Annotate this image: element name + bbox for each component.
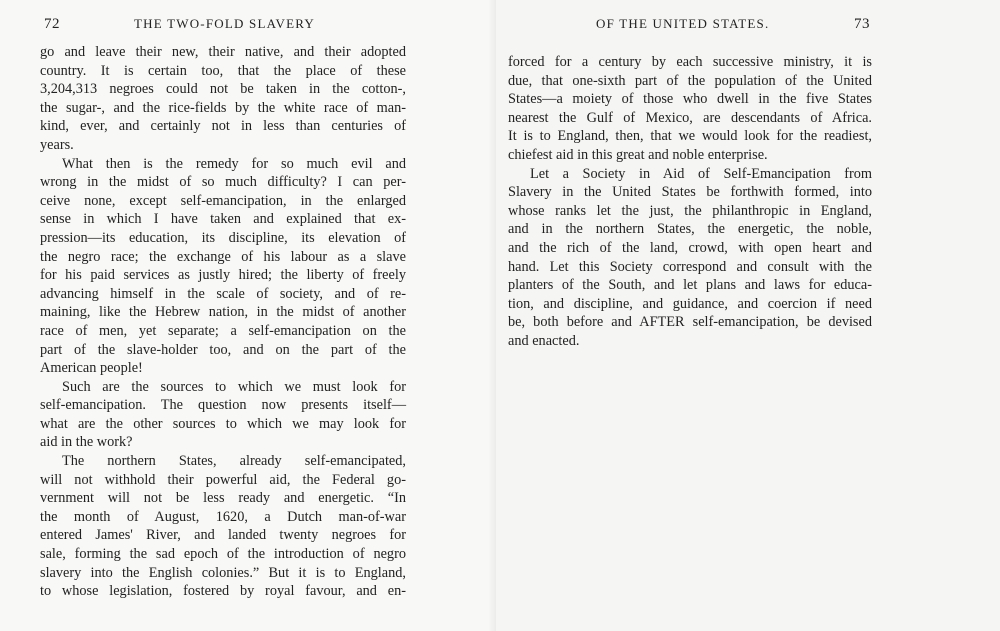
text-line: Slavery in the United States be forthwith formed, into	[508, 184, 872, 201]
text-line: the month of August, 1620, a Dutch man-of-war	[40, 508, 406, 525]
text-line: what are the other sources to which we may look for	[40, 415, 406, 432]
text-line: race of men, yet separate; a self-emancipation on the	[40, 322, 406, 339]
text-line: entered James' River, and landed twenty negroes for	[40, 527, 406, 544]
text-line: to whose legislation, fostered by royal favour, and en-	[40, 583, 406, 600]
text-line: vernment will not be less ready and energetic. “In	[40, 490, 406, 507]
right-page-body	[508, 53, 872, 351]
text-line: tion, and discipline, and guidance, and coercion if need	[508, 295, 872, 312]
text-line: American people!	[40, 360, 143, 377]
text-line: years.	[40, 136, 74, 153]
text-line: kind, ever, and certainly not in less than centuries of	[40, 118, 406, 135]
text-line: forced for a century by each successive ministry, it is	[508, 54, 872, 70]
left-running-head: THE TWO-FOLD SLAVERY	[134, 16, 315, 31]
text-line: for his paid services as justly hired; the liberty of freely	[40, 267, 406, 284]
left-page	[0, 0, 496, 631]
text-line: whose ranks let the just, the philanthropic in England,	[508, 202, 872, 219]
text-line: sense in which I have taken and explained that ex-	[40, 211, 406, 228]
text-line: part of the slave-holder too, and on the part of the	[40, 341, 406, 358]
text-line: country. It is certain too, that the place of these	[40, 62, 406, 79]
text-line: The northern States, already self-emancipated,	[62, 453, 406, 470]
text-line: and in the northern States, the energetic, the noble,	[508, 221, 872, 238]
text-line: the negro race; the exchange of his labour as a slave	[40, 248, 406, 265]
text-line: and the rich of the land, crowd, with open heart and	[508, 239, 872, 256]
text-line: will not withhold their powerful aid, the Federal go-	[40, 471, 406, 488]
text-line: wrong in the midst of so much difficulty? I can per-	[40, 174, 406, 191]
text-line: Such are the sources to which we must look for	[62, 378, 406, 395]
text-line: go and leave their new, their native, and their adopted	[40, 44, 406, 60]
text-line: be, both before and AFTER self-emancipation, be devised	[508, 314, 872, 331]
right-running-head: OF THE UNITED STATES.	[596, 16, 770, 31]
text-line: and enacted.	[508, 332, 580, 349]
text-line: States—a moiety of those who dwell in the five States	[508, 91, 872, 108]
text-line: What then is the remedy for so much evil and	[62, 155, 406, 172]
text-line: sale, forming the sad epoch of the introduction of negro	[40, 546, 406, 563]
text-line: It is to England, then, that we would look for the readiest,	[508, 128, 872, 145]
left-page-body	[40, 43, 406, 601]
left-page-number: 72	[44, 16, 60, 32]
text-line: self-emancipation. The question now presents itself—	[40, 397, 406, 414]
text-line: nearest the Gulf of Mexico, are descendants of Africa.	[508, 109, 872, 126]
text-line: pression—its education, its discipline, its elevation of	[40, 229, 406, 246]
text-line: hand. Let this Society correspond and consult with the	[508, 258, 872, 275]
text-line: the sugar-, and the rice-fields by the white race of man-	[40, 99, 406, 116]
text-line: planters of the South, and let plans and laws for educa-	[508, 277, 872, 294]
text-line: maining, like the Hebrew nation, in the midst of another	[40, 304, 406, 321]
text-line: ceive none, except self-emancipation, in the enlarged	[40, 192, 406, 209]
text-line: 3,204,313 negroes could not be taken in the cotton-,	[40, 81, 406, 98]
text-line: aid in the work?	[40, 434, 133, 451]
right-page	[496, 0, 1000, 631]
text-line: slavery into the English colonies.” But it is to England,	[40, 564, 406, 581]
text-line: advancing himself in the scale of society, and of re-	[40, 285, 406, 302]
text-line: due, that one-sixth part of the population of the United	[508, 72, 872, 89]
text-line: chiefest aid in this great and noble enterprise.	[508, 146, 768, 163]
right-page-number: 73	[854, 16, 870, 32]
text-line: Let a Society in Aid of Self-Emancipation from	[530, 165, 872, 182]
